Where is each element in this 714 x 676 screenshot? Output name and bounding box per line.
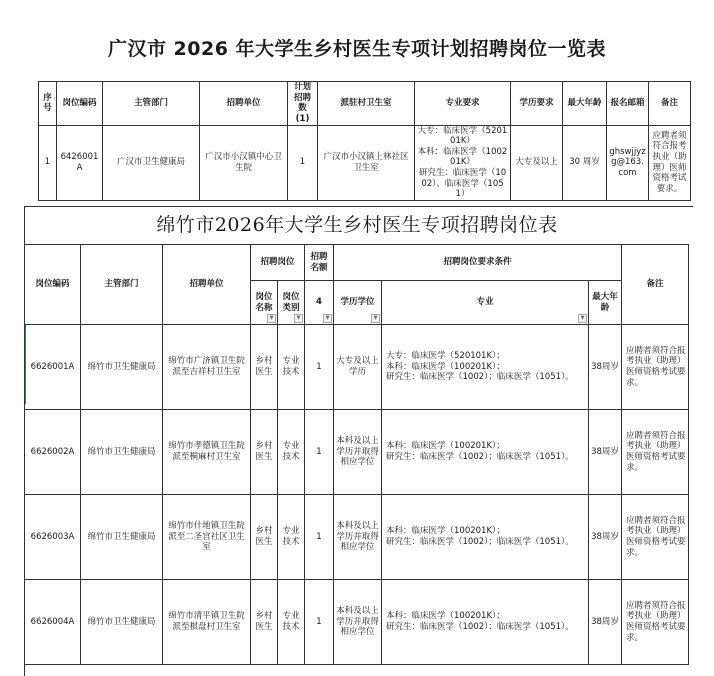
guanghan-header-row	[39, 82, 691, 126]
mianzhu-table	[24, 244, 689, 665]
col-header: 专业要求	[415, 82, 511, 126]
cell-edu: 本科及以上学历并取得相应学位	[334, 495, 382, 580]
cell-age: 38周岁	[589, 580, 622, 665]
col-header: 派驻村卫生室	[318, 82, 415, 126]
cell-edu: 大专及以上	[511, 125, 563, 200]
col-header-code: 岗位编码	[25, 245, 81, 325]
cell-note: 应聘者须符合报考执业（助理）医师资格考试要求。	[622, 410, 689, 495]
cell-dept: 绵竹市卫生健康局	[81, 325, 163, 410]
header-text: 最大年龄	[592, 291, 618, 313]
header-text: 岗位类别	[282, 291, 300, 313]
filter-dropdown-icon[interactable]: ▼	[578, 314, 587, 323]
guanghan-table	[38, 81, 691, 201]
col-header-post-type	[278, 281, 305, 325]
header-text: 专业	[476, 297, 494, 308]
cell-code: 6626004A	[25, 580, 81, 665]
col-header-quota-total	[305, 281, 334, 325]
cell-dept: 绵竹市卫生健康局	[81, 410, 163, 495]
cell-edu: 大专及以上学历	[334, 325, 382, 410]
col-group-conditions: 招聘岗位要求条件	[334, 245, 622, 281]
cell-note: 应聘者须符合报考执业（助理）医师资格考试要求。	[622, 325, 689, 410]
col-header: 报名邮箱	[607, 82, 649, 126]
mianzhu-title: 绵竹市2026年大学生乡村医生专项招聘岗位表	[156, 214, 558, 236]
col-header-quota: 招聘名额	[305, 245, 334, 281]
table-row	[25, 580, 689, 665]
col-header: 序号	[39, 82, 57, 126]
col-header: 岗位编码	[57, 82, 103, 126]
cell-code: 6626001A	[25, 325, 81, 410]
cell-code: 6426001A	[57, 125, 103, 200]
cell-note: 应聘者须符合报考执业（助理）医师资格考试要求。	[622, 495, 689, 580]
cell-post-name: 乡村医生	[251, 410, 278, 495]
cell-post-type: 专业技术	[278, 580, 305, 665]
col-header-major	[382, 281, 589, 325]
cell-unit: 广汉市小汉镇中心卫生院	[200, 125, 288, 200]
cell-age: 30 周岁	[563, 125, 607, 200]
col-header-age	[589, 281, 622, 325]
cell-major: 本科：临床医学（100201K）； 研究生：临床医学（1002）；临床医学（1051）。	[382, 580, 589, 665]
cell-quota: 1	[305, 495, 334, 580]
mianzhu-header-row-1	[25, 245, 689, 281]
cell-quota: 1	[305, 410, 334, 495]
cell-unit: 绵竹市什地镇卫生院派至二圣宫社区卫生室	[163, 495, 251, 580]
cell-note: 应聘者须符合报考执业（助理）医师资格考试要求。	[622, 580, 689, 665]
filter-dropdown-icon[interactable]: ▼	[323, 314, 332, 323]
cell-code: 6626003A	[25, 495, 81, 580]
col-header-unit: 招聘单位	[163, 245, 251, 325]
cell-unit: 绵竹市广济镇卫生院派至吉祥村卫生室	[163, 325, 251, 410]
cell-age: 38周岁	[589, 410, 622, 495]
table-row	[25, 410, 689, 495]
cell-no: 1	[39, 125, 57, 200]
cell-code: 6626002A	[25, 410, 81, 495]
cell-quota: 1	[305, 580, 334, 665]
cell-major: 本科：临床医学（100201K）； 研究生：临床医学（1002）；临床医学（1051）。	[382, 495, 589, 580]
filter-dropdown-icon[interactable]: ▼	[267, 314, 276, 323]
cell-major: 大专：临床医学（520101K） 本科：临床医学（100201K） 研究生：临床医学（1002）、临床医学（1051）	[415, 125, 511, 200]
cell-major: 大专：临床医学（520101K）； 本科：临床医学（100201K）； 研究生：临床医学（1002）；临床医学（1051）。	[382, 325, 589, 410]
cell-edu: 本科及以上学历并取得相应学位	[334, 580, 382, 665]
cell-post-type: 专业技术	[278, 410, 305, 495]
filter-dropdown-icon[interactable]: ▼	[294, 314, 303, 323]
cell-email[interactable]: ghswjjyzg@163.com	[607, 125, 649, 200]
cell-dept: 广汉市卫生健康局	[103, 125, 200, 200]
col-header: 学历要求	[511, 82, 563, 126]
col-header-dept: 主管部门	[81, 245, 163, 325]
cell-quota: 1	[305, 325, 334, 410]
cell-major: 本科：临床医学（100201K）； 研究生：临床医学（1002）；临床医学（1051）。	[382, 410, 589, 495]
header-text: 岗位名称	[255, 291, 273, 313]
cell-unit: 绵竹市清平镇卫生院派至棋盘村卫生室	[163, 580, 251, 665]
header-text: 学历学位	[340, 297, 375, 308]
header-text: 4	[316, 297, 322, 308]
guanghan-title: 广汉市 2026 年大学生乡村医生专项计划招聘岗位一览表	[107, 38, 607, 60]
cell-edu: 本科及以上学历并取得相应学位	[334, 410, 382, 495]
table-row	[25, 495, 689, 580]
col-group-post: 招聘岗位	[251, 245, 305, 281]
cell-age: 38周岁	[589, 325, 622, 410]
cell-post-name: 乡村医生	[251, 325, 278, 410]
cell-post-type: 专业技术	[278, 325, 305, 410]
table-row	[25, 325, 689, 410]
cell-unit: 绵竹市孝德镇卫生院派至桐麻村卫生室	[163, 410, 251, 495]
cell-age: 38周岁	[589, 495, 622, 580]
col-header-edu	[334, 281, 382, 325]
col-header-note: 备注	[622, 245, 689, 325]
cell-post-name: 乡村医生	[251, 580, 278, 665]
col-header: 招聘单位	[200, 82, 288, 126]
col-header-post-name	[251, 281, 278, 325]
filter-dropdown-icon[interactable]: ▼	[371, 314, 380, 323]
cell-note: 应聘者须符合报考执业（助理）医师资格考试要求。	[649, 125, 691, 200]
cell-dept: 绵竹市卫生健康局	[81, 580, 163, 665]
cell-clinic: 广汉市小汉镇上林社区卫生室	[318, 125, 415, 200]
col-header: 最大年龄	[563, 82, 607, 126]
col-header: 计划招聘数 (1)	[288, 82, 318, 126]
col-header: 主管部门	[103, 82, 200, 126]
cell-post-name: 乡村医生	[251, 495, 278, 580]
cell-post-type: 专业技术	[278, 495, 305, 580]
cell-count: 1	[288, 125, 318, 200]
col-header: 备注	[649, 82, 691, 126]
table-row	[39, 125, 691, 200]
cell-dept: 绵竹市卫生健康局	[81, 495, 163, 580]
